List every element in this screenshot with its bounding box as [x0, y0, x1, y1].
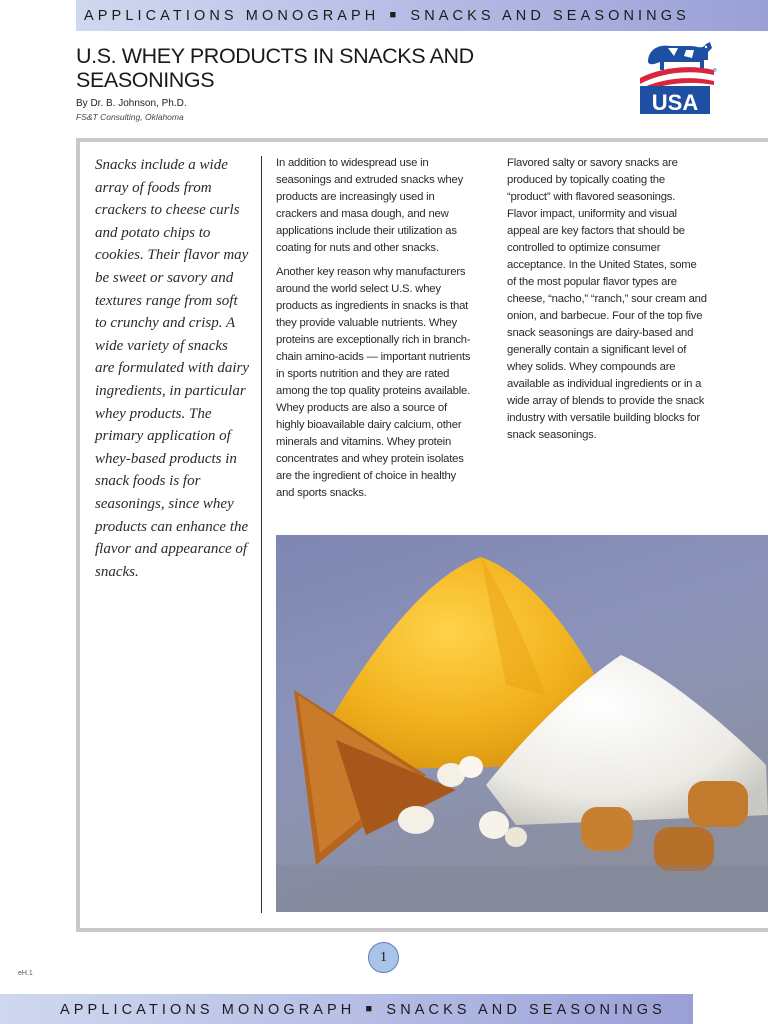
middle-column-paragraph-2: Another key reason why manufacturers around the world select U.S. whey products as ingredients in snacks is that they provide valuable nutrients. Whey proteins are exceptionally rich in branch-chain amino-acids — important nutrients in sports nutrition and they are rated among the top quality proteins available. Whey products are also a source of highly bioavailable dairy calcium, other minerals and vitamins. Whey protein concentrates and whey protein isolates are the ingredient of choice in healthy and sports snacks. — [276, 266, 471, 499]
page-number-badge: 1 — [368, 942, 399, 973]
usa-cow-logo — [634, 34, 718, 116]
right-column — [507, 155, 708, 444]
svg-text:®: ® — [713, 68, 717, 74]
middle-column-paragraph-1: In addition to widespread use in seasonings and extruded snacks whey products are increasingly used in crackers and masa dough, and new applications include their utilization as coating for nuts and other snacks. — [276, 157, 464, 254]
footer-band-text — [60, 1002, 666, 1018]
right-column-paragraph-1: Flavored salty or savory snacks are produced by topically coating the “product” with flavored seasonings. Flavor impact, uniformity and visual appeal are key factors that should be controlled to optimize consumer acceptance. In the United States, some of the most popular flavor types are cheese, “nacho,” “ranch,” sour cream and onion, and barbecue. Four of the top five snack seasonings are dairy-based and generally contain a significant level of whey solids. Whey compounds are available as individual ingredients or in a wide array of blends to provide the snack industry with versatile building blocks for snack seasonings. — [507, 157, 707, 441]
footer-band-right: SNACKS AND SEASONINGS — [386, 1002, 666, 1018]
header-band-separator: ■ — [389, 9, 401, 21]
cow-logo-icon — [648, 42, 712, 70]
footer-band — [0, 994, 693, 1024]
article-title: U.S. WHEY PRODUCTS IN SNACKS AND SEASONINGS — [76, 44, 474, 92]
footer-band-left: APPLICATIONS MONOGRAPH — [60, 1002, 356, 1018]
article-affiliation: FS&T Consulting, Oklahoma — [76, 112, 184, 122]
column-divider — [261, 156, 262, 913]
document-code: eH.1 — [18, 970, 33, 977]
header-band-left: APPLICATIONS MONOGRAPH — [84, 8, 380, 24]
header-band-right: SNACKS AND SEASONINGS — [410, 8, 690, 24]
middle-column — [276, 155, 476, 502]
intro-column: Snacks include a wide array of foods from crackers to cheese curls and potato chips to cookies. Their flavor may be sweet or savory and textures range from soft to crunchy and crisp. A wide variety of snacks are formulated with dairy ingredients, in particular whey products. The primary application of whey-based products in snack foods is for seasonings, since whey products can enhance the flavor and appearance of snacks. — [95, 157, 250, 580]
header-band-text — [84, 8, 690, 24]
header-band — [76, 0, 768, 31]
article-byline: By Dr. B. Johnson, Ph.D. — [76, 98, 187, 109]
footer-band-separator: ■ — [365, 1003, 377, 1015]
logo-text: USA — [651, 90, 699, 115]
snacks-photo — [276, 535, 768, 912]
